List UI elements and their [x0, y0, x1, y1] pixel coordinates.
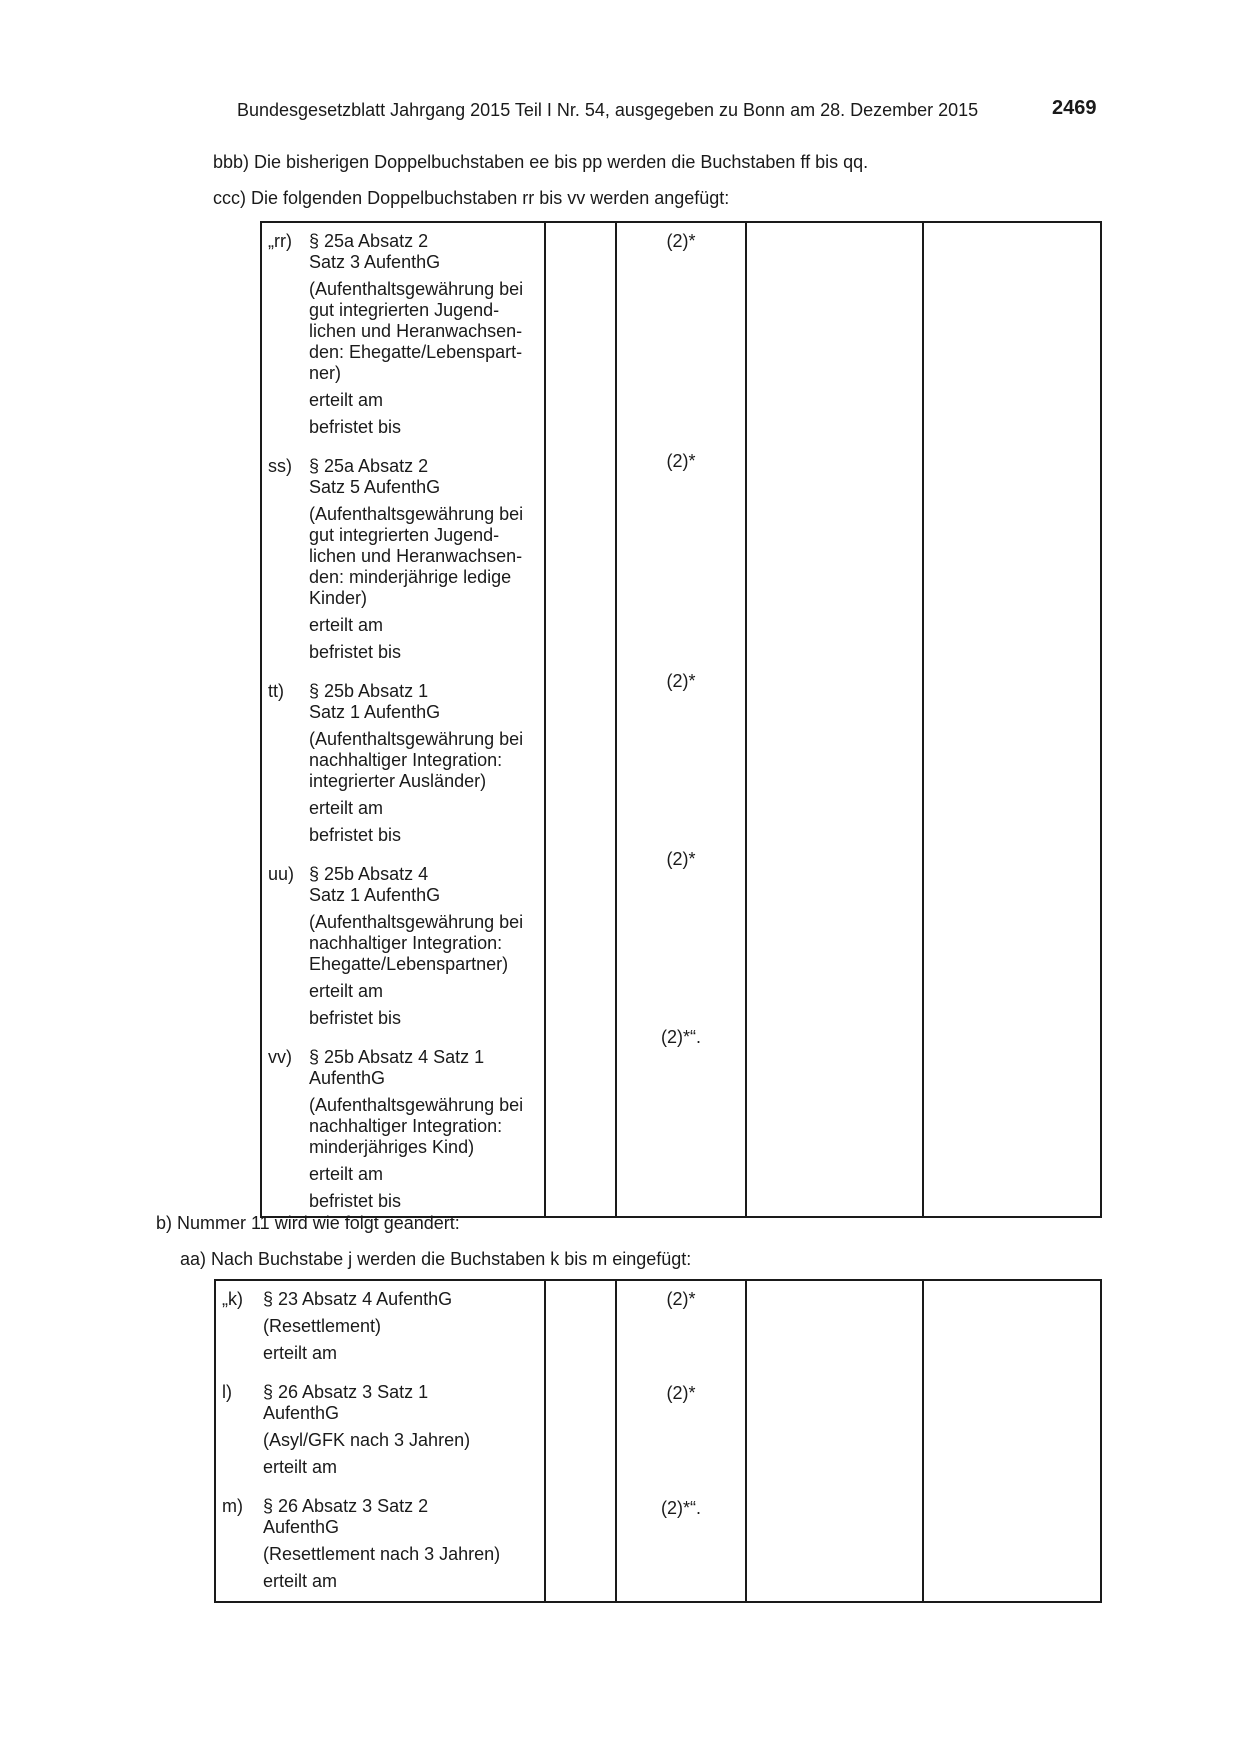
entry-description: (Aufenthaltsgewährung bei nachhaltiger Integration: minderjähriges Kind) [309, 1095, 524, 1157]
table-cell-empty [545, 222, 616, 1217]
table-buchstaben [214, 1279, 1102, 1603]
table-entry-m [222, 1496, 538, 1592]
table-cell-entries [215, 1280, 545, 1602]
status-rr: (2)* [666, 231, 696, 251]
status-m: (2)*“. [661, 1498, 701, 1518]
status-ss: (2)* [666, 451, 696, 471]
entry-issued: erteilt am [263, 1571, 338, 1591]
entry-description: (Resettlement) [263, 1316, 382, 1336]
entry-label: m) [222, 1496, 243, 1516]
table-cell-status [616, 1280, 746, 1602]
entry-issued: erteilt am [309, 390, 384, 410]
status-tt: (2)* [666, 671, 696, 691]
entry-description: (Aufenthaltsgewährung bei nachhaltiger Integration: integrierter Ausländer) [309, 729, 524, 791]
entry-description: (Aufenthaltsgewährung bei gut integrierten Jugend- lichen und Heranwachsen- den: Ehegatte/Lebenspart- ner) [309, 279, 524, 383]
entry-description: (Aufenthaltsgewährung bei gut integrierten Jugend- lichen und Heranwachsen- den: minderjährige ledige Kinder) [309, 504, 524, 608]
entry-label: tt) [268, 681, 284, 701]
table-entry-uu [268, 864, 538, 1029]
table-cell-empty [545, 1280, 616, 1602]
entry-label: „k) [222, 1289, 243, 1309]
entry-reference: § 23 Absatz 4 AufenthG [263, 1289, 453, 1309]
entry-issued: erteilt am [309, 1164, 384, 1184]
paragraph-ccc: ccc) Die folgenden Doppelbuchstaben rr bis vv werden angefügt: [213, 188, 730, 208]
paragraph-aa: aa) Nach Buchstabe j werden die Buchstaben k bis m eingefügt: [180, 1249, 692, 1269]
table-entry-l [222, 1382, 538, 1478]
status-uu: (2)* [666, 849, 696, 869]
table-cell-entries [261, 222, 545, 1217]
entry-label: vv) [268, 1047, 292, 1067]
entry-reference: § 26 Absatz 3 Satz 2 AufenthG [263, 1496, 429, 1537]
page-number: 2469 [1052, 97, 1097, 119]
entry-limited: befristet bis [309, 1191, 402, 1211]
table-cell-empty [746, 222, 923, 1217]
entry-label: l) [222, 1382, 232, 1402]
table-cell-empty [923, 222, 1101, 1217]
table-entry-ss [268, 456, 538, 663]
entry-issued: erteilt am [263, 1457, 338, 1477]
table-cell-status [616, 222, 746, 1217]
entry-reference: § 25b Absatz 4 Satz 1 AufenthG [309, 864, 441, 905]
table-cell-empty [923, 1280, 1101, 1602]
table-cell-empty [746, 1280, 923, 1602]
entry-limited: befristet bis [309, 1008, 402, 1028]
entry-label: uu) [268, 864, 295, 884]
entry-description: (Resettlement nach 3 Jahren) [263, 1544, 501, 1564]
entry-description: (Asyl/GFK nach 3 Jahren) [263, 1430, 471, 1450]
entry-reference: § 25a Absatz 2 Satz 3 AufenthG [309, 231, 441, 272]
entry-label: „rr) [268, 231, 292, 251]
entry-reference: § 26 Absatz 3 Satz 1 AufenthG [263, 1382, 429, 1423]
status-vv: (2)*“. [661, 1027, 701, 1047]
entry-reference: § 25a Absatz 2 Satz 5 AufenthG [309, 456, 441, 497]
entry-issued: erteilt am [309, 798, 384, 818]
table-entry-vv [268, 1047, 538, 1212]
entry-description: (Aufenthaltsgewährung bei nachhaltiger Integration: Ehegatte/Lebenspartner) [309, 912, 524, 974]
entry-reference: § 25b Absatz 4 Satz 1 AufenthG [309, 1047, 485, 1088]
entry-issued: erteilt am [309, 981, 384, 1001]
table-entry-k [222, 1289, 538, 1364]
status-l: (2)* [666, 1383, 696, 1403]
entry-issued: erteilt am [309, 615, 384, 635]
entry-limited: befristet bis [309, 417, 402, 437]
entry-limited: befristet bis [309, 825, 402, 845]
table-doppelbuchstaben [260, 221, 1102, 1218]
entry-reference: § 25b Absatz 1 Satz 1 AufenthG [309, 681, 441, 722]
paragraph-bbb: bbb) Die bisherigen Doppelbuchstaben ee bis pp werden die Buchstaben ff bis qq. [213, 152, 869, 172]
table-entry-tt [268, 681, 538, 846]
table-entry-rr [268, 231, 538, 438]
entry-issued: erteilt am [263, 1343, 338, 1363]
page-header-title: Bundesgesetzblatt Jahrgang 2015 Teil I Nr. 54, ausgegeben zu Bonn am 28. Dezember 2015 [237, 100, 979, 120]
paragraph-b: b) Nummer 11 wird wie folgt geändert: [156, 1213, 460, 1233]
entry-label: ss) [268, 456, 292, 476]
status-k: (2)* [666, 1289, 696, 1309]
entry-limited: befristet bis [309, 642, 402, 662]
